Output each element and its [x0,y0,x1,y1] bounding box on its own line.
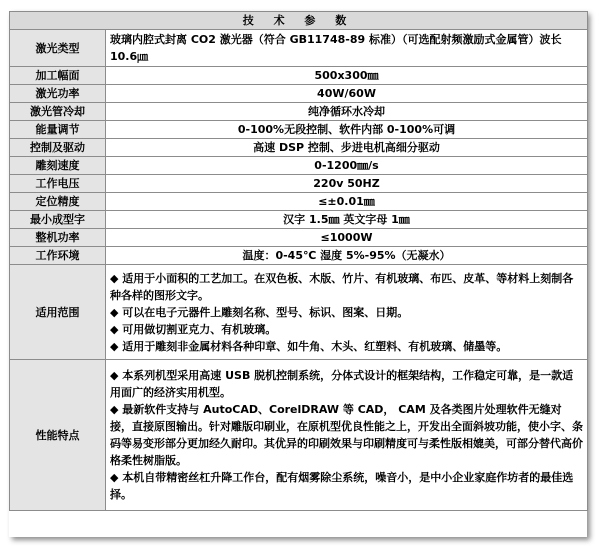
spec-row-min-char [10,211,588,229]
spec-row-control [10,139,588,157]
spec-table [9,11,588,511]
row-value: 汉字 1.5㎜ 英文字母 1㎜ [106,211,588,229]
row-label: 最小成型字 [10,211,106,229]
row-value: 温度：0-45℃ 湿度 5%-95%（无凝水） [106,247,588,265]
spec-row-precision [10,193,588,211]
row-value: 0-100%无段控制、软件内部 0-100%可调 [106,121,588,139]
list-item: ◆ 本机自带精密丝杠升降工作台，配有烟雾除尘系统，噪音小，是中小企业家庭作坊者的最佳选择。 [110,471,574,501]
spec-row-machine-power [10,229,588,247]
row-label: 激光管冷却 [10,103,106,121]
row-label: 雕刻速度 [10,157,106,175]
row-label: 能量调节 [10,121,106,139]
table-title: 技 术 参 数 [10,12,588,30]
list-item: ◆ 适用于小面积的工艺加工。在双色板、木版、竹片、有机玻璃、布匹、皮革、等材料上刻制各种各样的图形文字。 [110,271,574,302]
row-value: 纯净循环水冷却 [106,103,588,121]
list-item: ◆ 最新软件支持与 AutoCAD、CorelDRAW 等 CAD， CAM 及各类图片处理软件无缝对接，直接原图输出。针对雕版印刷业，在原机型优良性能之上，开发出全面斜坡功能，使小字、条码等易变形部分更加经久耐印。其优异的印刷效果与印刷精度可与柔性版相媲美，可部分替代高价格柔性树脂版。 [110,403,583,467]
features-row [10,360,588,511]
row-label: 工作环境 [10,247,106,265]
list-item: ◆ 本系列机型采用高速 USB 脱机控制系统，分体式设计的框架结构，工作稳定可靠，是一款适用面广的经济实用机型。 [110,369,574,399]
spec-row-environment [10,247,588,265]
row-value: ≤±0.01㎜ [106,193,588,211]
application-list [106,265,588,360]
row-value: 220v 50HZ [106,175,588,193]
list-item: ◆ 可用做切割亚克力、有机玻璃。 [110,322,277,336]
application-label: 适用范围 [10,265,106,360]
spec-row-voltage [10,175,588,193]
row-value: ≤1000W [106,229,588,247]
row-label: 控制及驱动 [10,139,106,157]
spec-row-power [10,85,588,103]
row-value: 高速 DSP 控制、步进电机高细分驱动 [106,139,588,157]
row-label: 加工幅面 [10,67,106,85]
spec-table-frame [9,11,587,537]
title-row [10,12,588,30]
row-label: 整机功率 [10,229,106,247]
row-value: 0-1200㎜/s [106,157,588,175]
row-label: 激光类型 [10,30,106,67]
list-item: ◆ 适用于雕刻非金属材料各种印章、如牛角、木头、红塑料、有机玻璃、储墨等。 [110,339,508,353]
row-label: 定位精度 [10,193,106,211]
row-value: 500x300㎜ [106,67,588,85]
spec-row-cooling [10,103,588,121]
list-item: ◆ 可以在电子元器件上雕刻名称、型号、标识、图案、日期。 [110,305,409,319]
application-row [10,265,588,360]
spec-row-area [10,67,588,85]
row-value: 40W/60W [106,85,588,103]
row-label: 激光功率 [10,85,106,103]
features-label: 性能特点 [10,360,106,511]
features-list [106,360,588,511]
spec-row-laser-type [10,30,588,67]
row-value: 玻璃内腔式封离 CO2 激光器（符合 GB11748-89 标准）（可选配射频激励式金属管）波长 10.6㎛ [106,30,588,67]
spec-row-energy [10,121,588,139]
spec-row-speed [10,157,588,175]
row-label: 工作电压 [10,175,106,193]
